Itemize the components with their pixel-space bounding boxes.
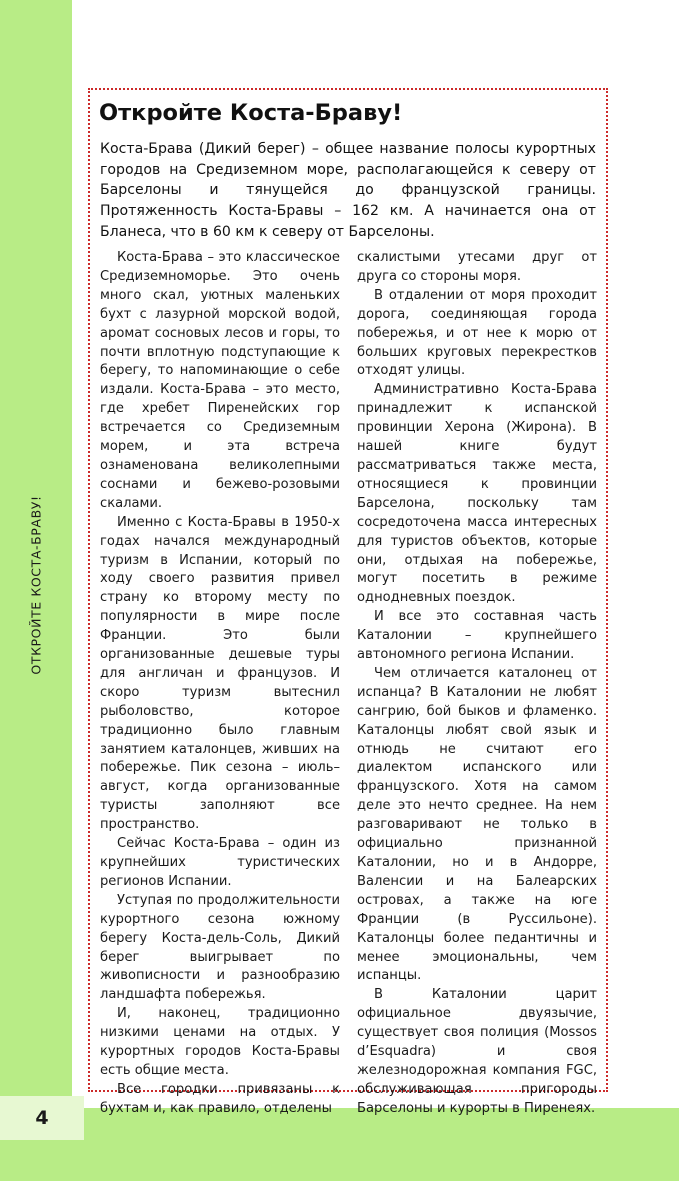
bottom-color-band [0,1108,679,1181]
page-number-box [0,1096,84,1140]
paragraph: Уступая по продолжительности курортного сезона южному берегу Коста-дель-Соль, Дикий берег выигрывает по живописности и разнообразию ландшафта побережья. [100,892,340,1003]
paragraph: В Каталонии царит официальное двуязычие, существует своя полиция (Mossos d’Esquadra) и своя железнодорожная компания FGC, обслуживающая пригороды Барселоны и курорты в Пиренеях. [357,987,597,1116]
paragraph: И все это составная часть Каталонии – крупнейшего автономного региона Испании. [357,609,597,663]
paragraph-continued: скалистыми утесами друг от друга со стороны моря. [357,250,597,284]
paragraph: И, наконец, традиционно низкими ценами на отдых. У курортных городов Коста-Бравы есть общие места. [100,1006,340,1078]
paragraph: Чем отличается каталонец от испанца? В Каталонии не любят сангрию, бой быков и фламенко. Каталонцы любят свой язык и отнюдь не считают его диалектом испанского или французского. Хотя на самом деле это нечто среднее. На нем разговаривают не только в официально признанной Каталонии, но и в Андорре, Валенсии и на Балеарских островах, а также на юге Франции (в Руссильоне). Каталонцы более педантичны и менее эмоциональны, чем испанцы. [357,665,597,984]
article-intro: Коста-Брава (Дикий берег) – общее название полосы курортных городов на Средиземном море, располагающейся к северу от Барселоны и тянущейся до французской границы. Протяженность Коста-Бравы – 162 км. А начинается она от Бланеса, что в 60 км к северу от Барселоны. [100,141,596,240]
side-running-title: ОТКРОЙТЕ КОСТА-БРАВУ! [28,495,44,675]
paragraph: Административно Коста-Брава принадлежит к испанской провинции Херона (Жирона). В нашей книге будут рассматриваться также места, относящиеся к провинции Барселона, поскольку там сосредоточена масса интересных для туристов объектов, которые они, отдыхая на побережье, могут посетить в режиме однодневных поездок. [357,382,597,606]
right-column [357,249,597,1119]
page-number: 4 [35,1107,49,1129]
article-heading: Откройте Коста-Браву! [99,100,403,126]
paragraph: Коста-Брава – это классическое Средиземноморье. Это очень много скал, уютных маленьких бухт с лазурной морской водой, аромат сосновых лесов и горы, то почти вплотную подступающие к берегу, то напоминающие о себе издали. Коста-Брава – это место, где хребет Пиренейских гор встречается со Средиземным морем, и эта встреча ознаменована великолепными соснами и бежево-розовыми скалами. [100,250,340,511]
paragraph: Сейчас Коста-Брава – один из крупнейших туристических регионов Испании. [100,836,340,889]
left-column [100,249,340,1119]
paragraph: В отдалении от моря проходит дорога, соединяющая города побережья, и от нее к морю от больших круговых перекрестков отходят улицы. [357,287,597,379]
paragraph: Именно с Коста-Бравы в 1950-х годах начался международный туризм в Испании, который по ходу своего развития привел страну ко второму месту по популярности в мире после Франции. Это были организованные дешевые туры для англичан и французов. И скоро туризм вытеснил рыболовство, которое традиционно было главным занятием каталонцев, живших на побережье. Пик сезона – июль–август, когда организованные туристы заполняют все пространство. [100,514,340,833]
paragraph: Все городки привязаны к бухтам и, как правило, отделены [100,1081,340,1116]
